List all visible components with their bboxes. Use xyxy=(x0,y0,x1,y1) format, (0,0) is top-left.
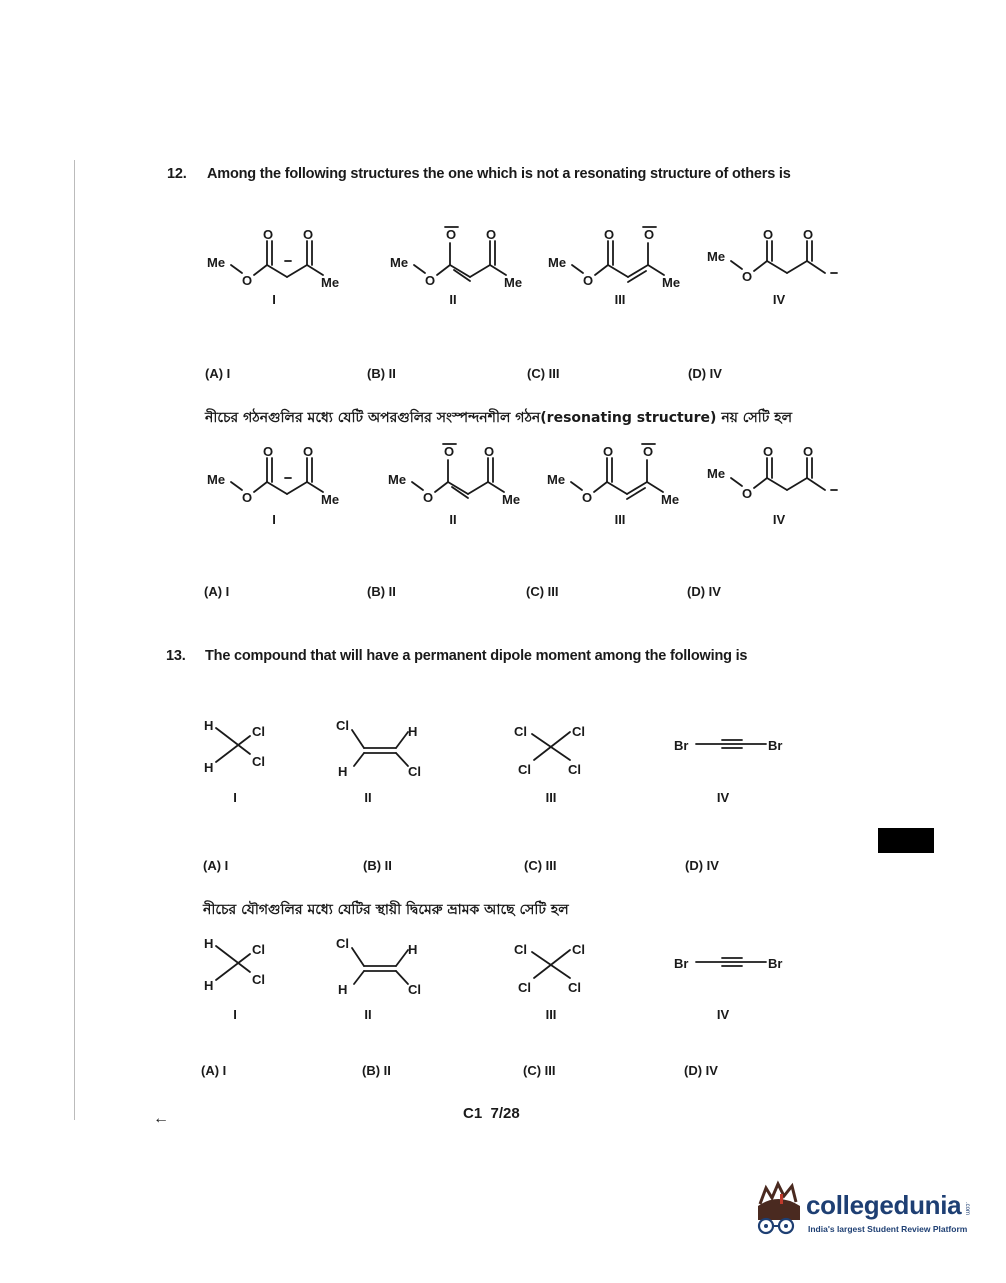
q13-option-b[interactable]: (B) II xyxy=(363,858,392,873)
svg-text:O: O xyxy=(444,444,455,459)
q13-bn-option-d[interactable]: (D) IV xyxy=(684,1063,718,1078)
svg-text:Cl: Cl xyxy=(252,942,265,957)
q13-structure-I xyxy=(200,714,280,776)
svg-text:O: O xyxy=(484,444,495,459)
svg-text:Cl: Cl xyxy=(252,724,265,739)
q13-label-II: II xyxy=(364,790,372,805)
svg-text:O: O xyxy=(742,269,753,284)
svg-text:H: H xyxy=(408,724,418,739)
q13-option-c[interactable]: (C) III xyxy=(524,858,557,873)
arrow-left-icon: ← xyxy=(153,1110,169,1127)
svg-text:O: O xyxy=(742,486,753,501)
svg-text:Me: Me xyxy=(707,249,726,264)
q13-label-IV: IV xyxy=(716,790,730,805)
q12-label-III: III xyxy=(614,292,626,307)
svg-text:O: O xyxy=(242,490,253,505)
q13-structure-III xyxy=(510,716,600,778)
brand-tagline: India's largest Student Review Platform xyxy=(808,1224,968,1234)
svg-text:Me: Me xyxy=(321,275,340,290)
svg-text:H: H xyxy=(204,978,214,993)
q12-label-II: II xyxy=(449,292,457,307)
svg-text:Cl: Cl xyxy=(568,762,581,777)
svg-text:Br: Br xyxy=(674,738,689,753)
collegedunia-logo xyxy=(750,1180,975,1245)
svg-text:Cl: Cl xyxy=(518,762,531,777)
svg-text:Me: Me xyxy=(388,472,407,487)
svg-text:Cl: Cl xyxy=(336,936,349,951)
q12-option-a[interactable]: (A) I xyxy=(205,366,231,381)
svg-text:Me: Me xyxy=(707,466,726,481)
svg-text:Cl: Cl xyxy=(572,724,585,739)
q12-structures-row-bn xyxy=(0,432,1006,532)
svg-text:O: O xyxy=(423,490,434,505)
q12-structure-III xyxy=(546,225,696,295)
svg-text:Cl: Cl xyxy=(408,982,421,997)
mascot-icon xyxy=(750,1180,806,1242)
svg-text:Cl: Cl xyxy=(514,942,527,957)
q13-question-text: The compound that will have a permanent dipole moment among the following is xyxy=(205,648,748,664)
q13-option-d[interactable]: (D) IV xyxy=(685,858,719,873)
svg-text:Br: Br xyxy=(768,738,783,753)
q12-structure-II-bn xyxy=(386,442,536,512)
q12-bn-label-IV: IV xyxy=(772,512,786,527)
svg-text:Cl: Cl xyxy=(568,980,581,995)
svg-text:O: O xyxy=(303,444,314,459)
svg-text:O: O xyxy=(263,444,274,459)
svg-text:O: O xyxy=(303,227,314,242)
svg-text:H: H xyxy=(204,936,214,951)
svg-text:O: O xyxy=(583,273,594,288)
svg-text:Me: Me xyxy=(321,492,340,507)
svg-text:Cl: Cl xyxy=(518,980,531,995)
page-number: C1 7/28 xyxy=(463,1105,520,1122)
q12-bn-option-d[interactable]: (D) IV xyxy=(687,584,721,599)
q12-structures-row-en xyxy=(0,215,1006,315)
q13-bn-label-III: III xyxy=(545,1007,557,1022)
q12-bn-option-b[interactable]: (B) II xyxy=(367,584,396,599)
q12-question-text-bengali: নীচের গঠনগুলির মধ্যে যেটি অপরগুলির সংস্পন্দনশীল গঠন(resonating structure) নয় সেটি হল xyxy=(205,410,793,426)
q12-question-text: Among the following structures the one which is not a resonating structure of others is xyxy=(207,166,791,182)
redaction-bar xyxy=(878,828,934,853)
svg-text:O: O xyxy=(425,273,436,288)
q13-structure-I-bn xyxy=(200,932,280,994)
q12-structure-I xyxy=(205,225,355,295)
q12-structure-IV-bn xyxy=(705,442,855,512)
svg-text:Me: Me xyxy=(207,255,226,270)
q12-option-d[interactable]: (D) IV xyxy=(688,366,722,381)
q13-bn-label-II: II xyxy=(364,1007,372,1022)
q13-structure-III-bn xyxy=(510,934,600,996)
svg-text:Cl: Cl xyxy=(572,942,585,957)
svg-text:Me: Me xyxy=(502,492,521,507)
svg-text:O: O xyxy=(763,227,774,242)
svg-text:O: O xyxy=(486,227,497,242)
svg-text:Me: Me xyxy=(548,255,567,270)
q13-label-III: III xyxy=(545,790,557,805)
svg-text:O: O xyxy=(644,227,655,242)
q13-bn-option-c[interactable]: (C) III xyxy=(523,1063,556,1078)
q12-structure-IV xyxy=(705,225,855,295)
svg-text:O: O xyxy=(582,490,593,505)
svg-text:Me: Me xyxy=(662,275,681,290)
svg-text:Me: Me xyxy=(504,275,523,290)
svg-text:O: O xyxy=(604,227,615,242)
q13-bn-label-I: I xyxy=(233,1007,237,1022)
svg-text:O: O xyxy=(446,227,457,242)
q12-label-I: I xyxy=(272,292,276,307)
q13-structure-IV-bn xyxy=(672,950,802,980)
margin-line xyxy=(74,160,75,1120)
svg-text:Cl: Cl xyxy=(252,972,265,987)
svg-text:Cl: Cl xyxy=(408,764,421,779)
svg-text:Br: Br xyxy=(674,956,689,971)
q12-bn-option-c[interactable]: (C) III xyxy=(526,584,559,599)
svg-text:O: O xyxy=(803,444,814,459)
q13-bn-option-b[interactable]: (B) II xyxy=(362,1063,391,1078)
svg-text:Me: Me xyxy=(547,472,566,487)
q13-number: 13. xyxy=(166,648,186,664)
svg-text:O: O xyxy=(763,444,774,459)
q12-structure-III-bn xyxy=(545,442,695,512)
q12-option-c[interactable]: (C) III xyxy=(527,366,560,381)
svg-text:O: O xyxy=(242,273,253,288)
q12-label-IV: IV xyxy=(772,292,786,307)
q12-bn-label-II: II xyxy=(449,512,457,527)
svg-text:Br: Br xyxy=(768,956,783,971)
q13-question-text-bengali: নীচের যৌগগুলির মধ্যে যেটির স্থায়ী দ্বিমেরু ভ্রামক আছে সেটি হল xyxy=(203,902,569,918)
svg-text:Cl: Cl xyxy=(252,754,265,769)
svg-text:Cl: Cl xyxy=(336,718,349,733)
q13-structure-II-bn xyxy=(332,932,432,1000)
q12-bn-option-a[interactable]: (A) I xyxy=(204,584,230,599)
svg-text:H: H xyxy=(338,764,348,779)
svg-text:Me: Me xyxy=(390,255,409,270)
q13-bn-option-a[interactable]: (A) I xyxy=(201,1063,227,1078)
svg-text:Cl: Cl xyxy=(514,724,527,739)
q12-bn-label-III: III xyxy=(614,512,626,527)
svg-text:O: O xyxy=(643,444,654,459)
brand-com: .com xyxy=(964,1202,970,1216)
q12-structure-I-bn xyxy=(205,442,355,512)
q12-number: 12. xyxy=(167,166,187,182)
svg-text:H: H xyxy=(338,982,348,997)
q13-label-I: I xyxy=(233,790,237,805)
svg-text:O: O xyxy=(803,227,814,242)
svg-text:H: H xyxy=(204,760,214,775)
q13-option-a[interactable]: (A) I xyxy=(203,858,229,873)
svg-text:H: H xyxy=(204,718,214,733)
svg-text:O: O xyxy=(263,227,274,242)
svg-text:O: O xyxy=(603,444,614,459)
svg-text:Me: Me xyxy=(661,492,680,507)
q12-structure-II xyxy=(388,225,538,295)
q13-bn-label-IV: IV xyxy=(716,1007,730,1022)
svg-text:Me: Me xyxy=(207,472,226,487)
svg-text:H: H xyxy=(408,942,418,957)
q12-option-b[interactable]: (B) II xyxy=(367,366,396,381)
brand-name: collegedunia xyxy=(806,1190,962,1220)
q13-structure-II xyxy=(332,714,432,782)
q12-bn-label-I: I xyxy=(272,512,276,527)
q13-structure-IV xyxy=(672,732,802,762)
